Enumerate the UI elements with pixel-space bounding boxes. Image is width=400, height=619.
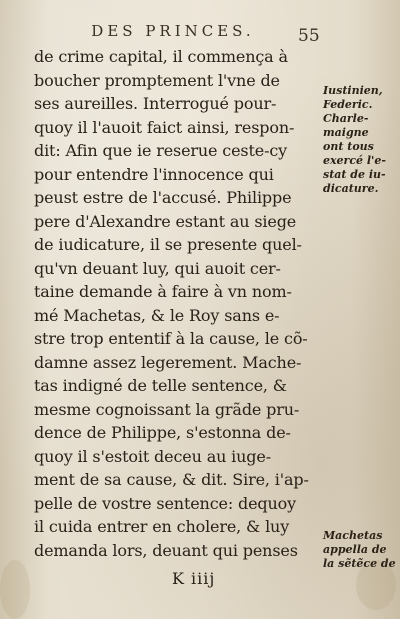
margin-note-line: la sẽtẽce de — [323, 557, 396, 570]
text-line: stre trop ententif à la cause, le cõ- — [34, 329, 308, 348]
text-line: tas indigné de telle sentence, & — [34, 376, 287, 395]
margin-note-line: Iustinien, — [323, 84, 383, 97]
margin-note-line: maigne — [323, 126, 369, 139]
text-line: pelle de vostre sentence: dequoy — [34, 493, 297, 513]
text-line: peust estre de l'accusé. Philippe — [34, 188, 292, 207]
text-line: quoy il s'estoit deceu au iuge- — [34, 446, 271, 466]
margin-note-line: exercé l'e- — [323, 154, 386, 167]
text-line: dence de Philippe, s'estonna de- — [34, 423, 291, 442]
text-line: taine demande à faire à vn nom- — [34, 282, 292, 301]
margin-note-machetas — [323, 529, 397, 571]
text-line: ses aureilles. Interrogué pour- — [34, 94, 277, 113]
text-line: ment de sa cause, & dit. Sire, i'ap- — [34, 470, 309, 489]
text-line: boucher promptement l'vne de — [34, 70, 280, 90]
text-line: il cuida entrer en cholere, & luy — [34, 517, 290, 536]
margin-note-line: stat de iu- — [323, 168, 386, 181]
text-line: qu'vn deuant luy, qui auoit cer- — [34, 258, 281, 278]
text-line: de crime capital, il commença à — [34, 47, 288, 66]
margin-note-line: Charle- — [323, 112, 369, 125]
text-line: demanda lors, deuant qui penses — [34, 540, 298, 560]
text-line: dit: Afin que ie reserue ceste-cy — [34, 141, 288, 160]
text-line: mesme cognoissant la grãde pru- — [34, 399, 300, 419]
margin-note-line: dicature. — [323, 182, 379, 195]
margin-note-judges — [323, 84, 397, 196]
text-line: mé Machetas, & le Roy sans e- — [34, 305, 280, 325]
text-line: damne assez legerement. Mache- — [34, 352, 302, 372]
text-line: quoy il l'auoit faict ainsi, respon- — [34, 117, 295, 137]
running-head: DES PRINCES. — [91, 22, 255, 40]
text-line: pere d'Alexandre estant au siege — [34, 211, 297, 231]
text-line: de iudicature, il se presente quel- — [34, 235, 302, 254]
margin-note-line: appella de — [323, 543, 387, 556]
margin-note-line: ont tous — [323, 140, 374, 153]
body-text — [34, 45, 322, 562]
margin-note-line: Machetas — [323, 529, 383, 542]
paper-stain — [0, 560, 30, 619]
margin-note-line: Federic. — [323, 98, 373, 111]
text-line: pour entendre l'innocence qui — [34, 164, 274, 184]
signature-mark: K iiij — [172, 569, 216, 588]
page-number: 55 — [298, 26, 320, 46]
